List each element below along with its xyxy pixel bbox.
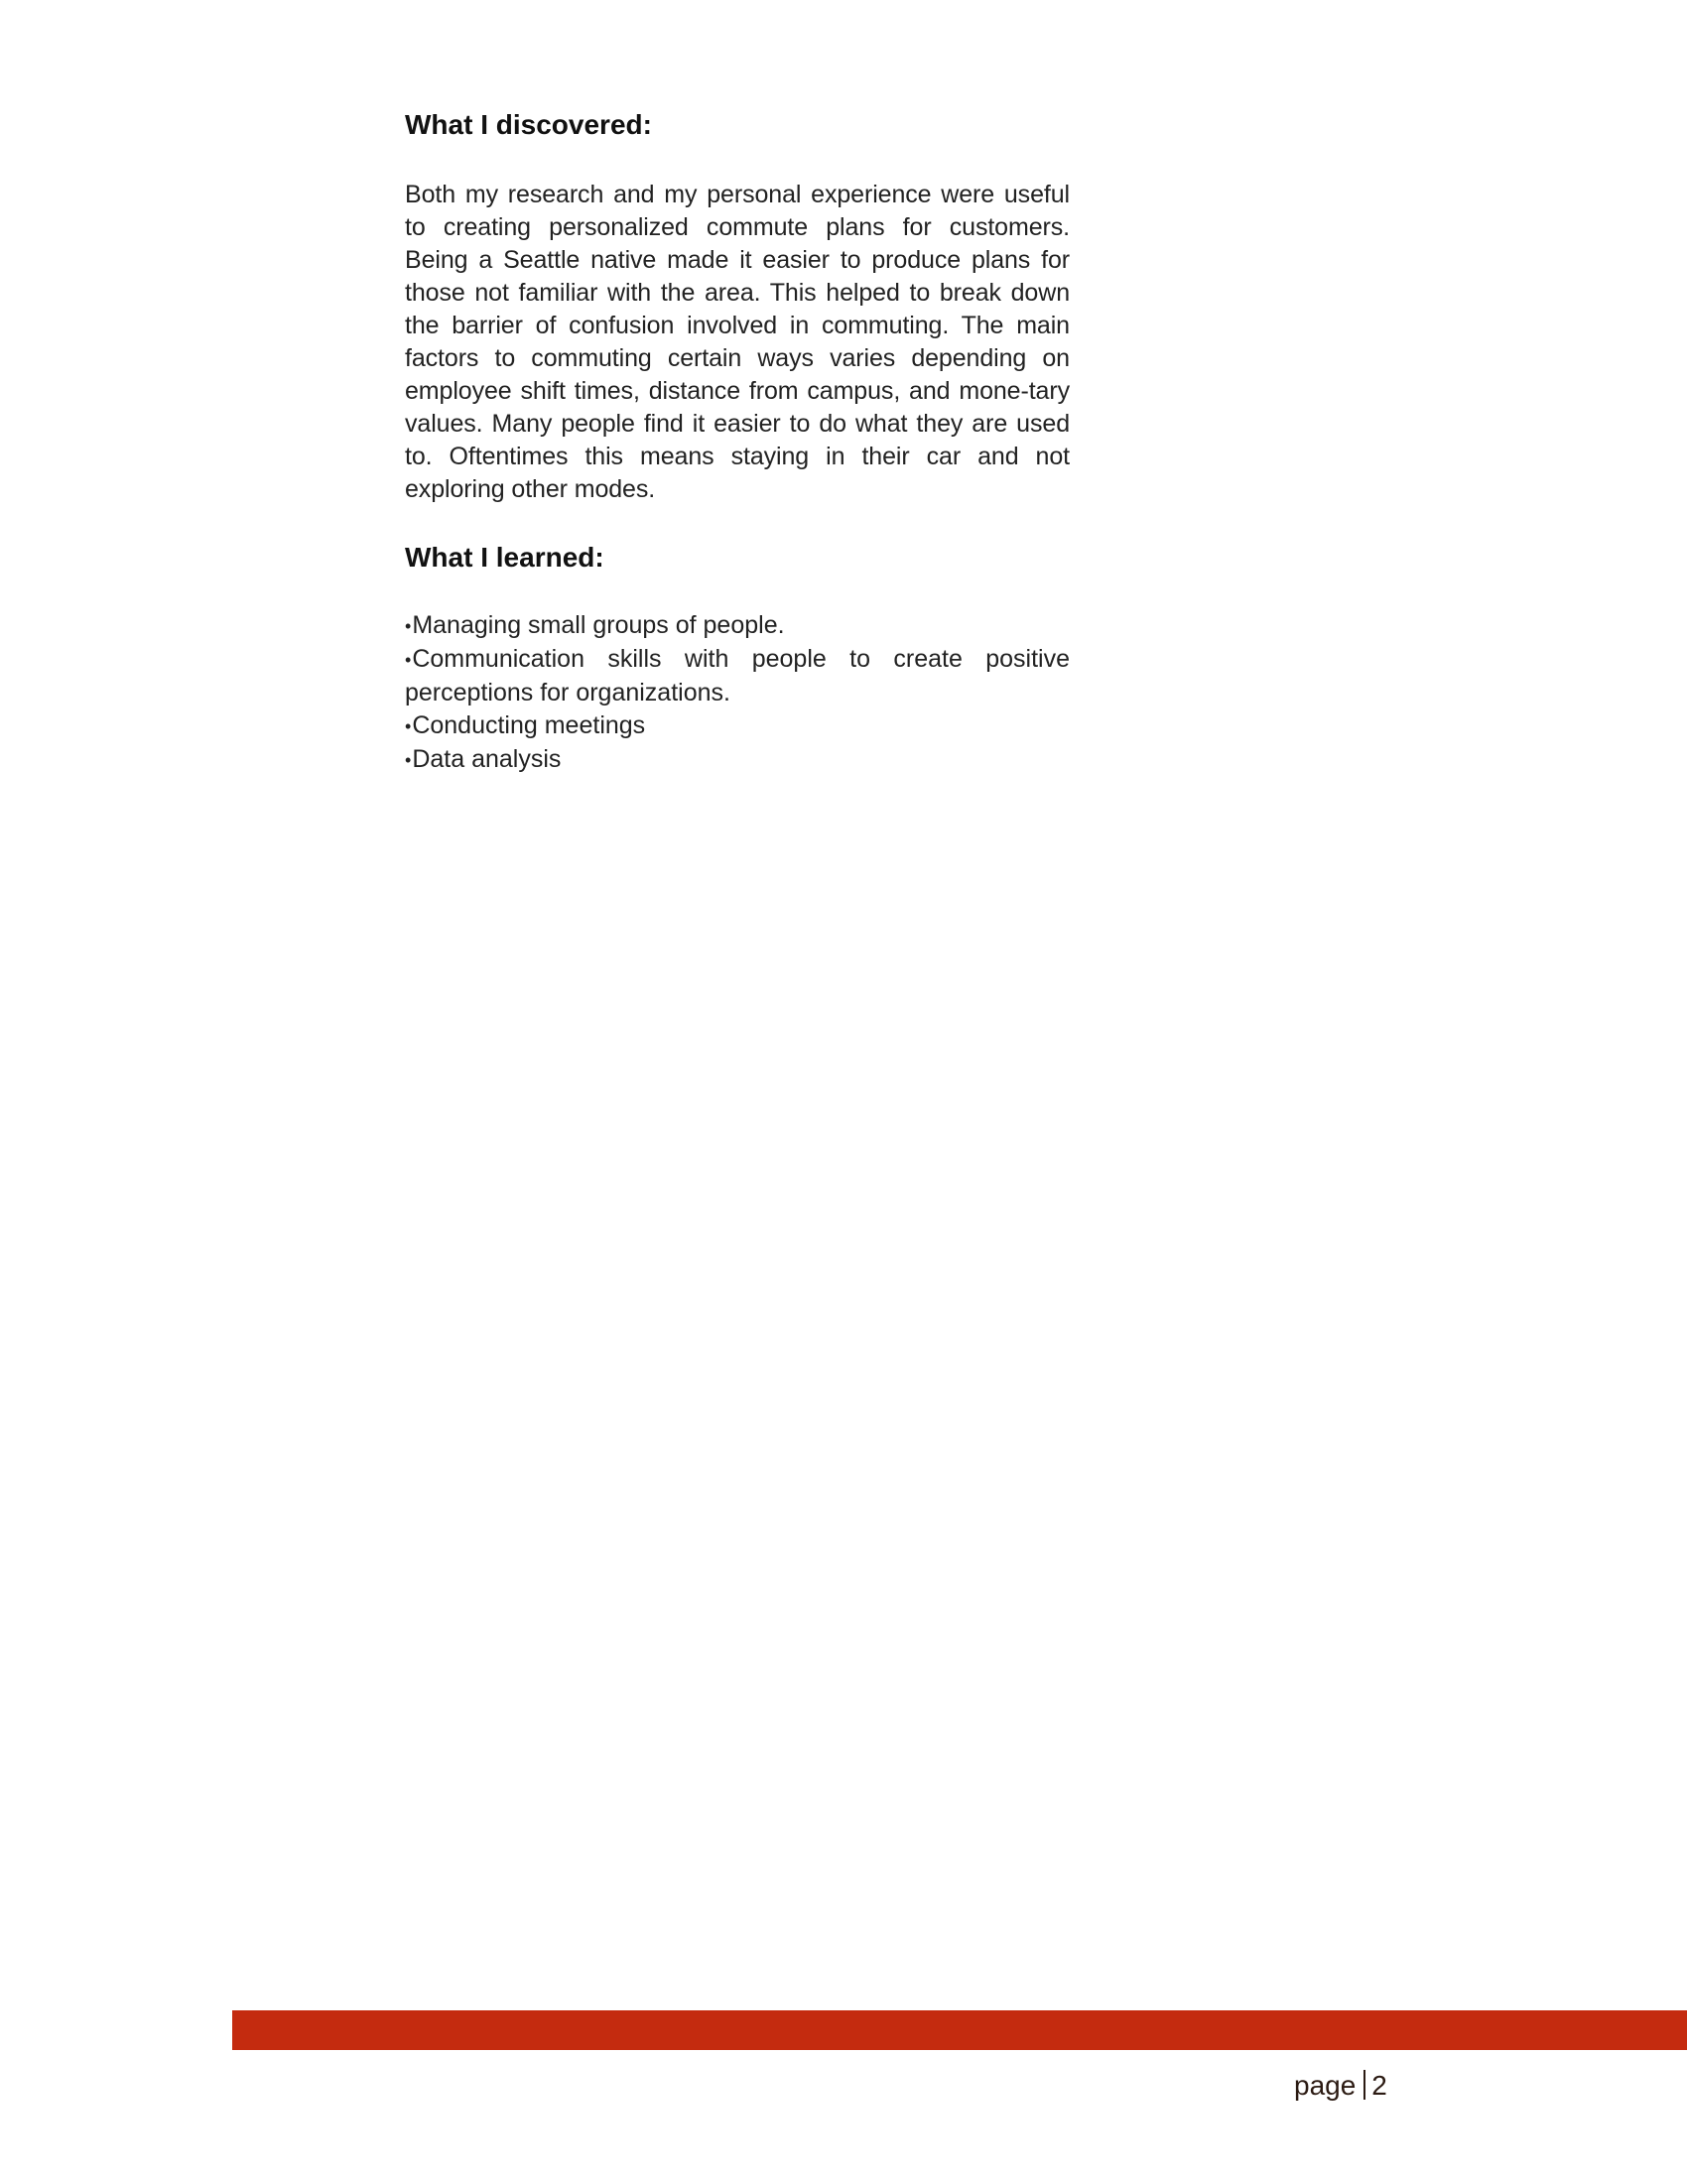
list-item <box>405 709 1070 743</box>
list-item-text: Managing small groups of people. <box>412 611 785 639</box>
list-item-text: Communication skills with people to create positive perceptions for organizations. <box>405 645 1070 707</box>
page-word: page <box>1294 2070 1357 2101</box>
bullet-icon: • <box>405 716 412 736</box>
learned-list <box>405 609 1070 777</box>
learned-heading: What I learned: <box>405 542 604 573</box>
list-item-text: Conducting meetings <box>412 711 646 739</box>
page-number: 2 <box>1371 2070 1387 2101</box>
page-number-label <box>1294 2068 1387 2104</box>
list-item <box>405 643 1070 709</box>
bullet-icon: • <box>405 616 412 636</box>
bullet-icon: • <box>405 650 412 670</box>
list-item <box>405 743 1070 777</box>
discovered-paragraph: Both my research and my personal experience were useful to creating personalized commute plans for customers. Being a Seattle native made it easier to produce plans for those not familiar with the area. This helped to break down the barrier of confusion involved in commuting. The main factors to commuting certain ways varies depending on employee shift times, distance from campus, and mone-tary values. Many people find it easier to do what they are used to. Oftentimes this means staying in their car and not exploring other modes. <box>405 181 1070 503</box>
list-item <box>405 609 1070 643</box>
bullet-icon: • <box>405 750 412 770</box>
footer-bar <box>232 2010 1687 2050</box>
main-content <box>405 99 1070 777</box>
discovered-heading: What I discovered: <box>405 109 652 140</box>
page-separator <box>1363 2070 1365 2100</box>
list-item-text: Data analysis <box>412 745 562 773</box>
